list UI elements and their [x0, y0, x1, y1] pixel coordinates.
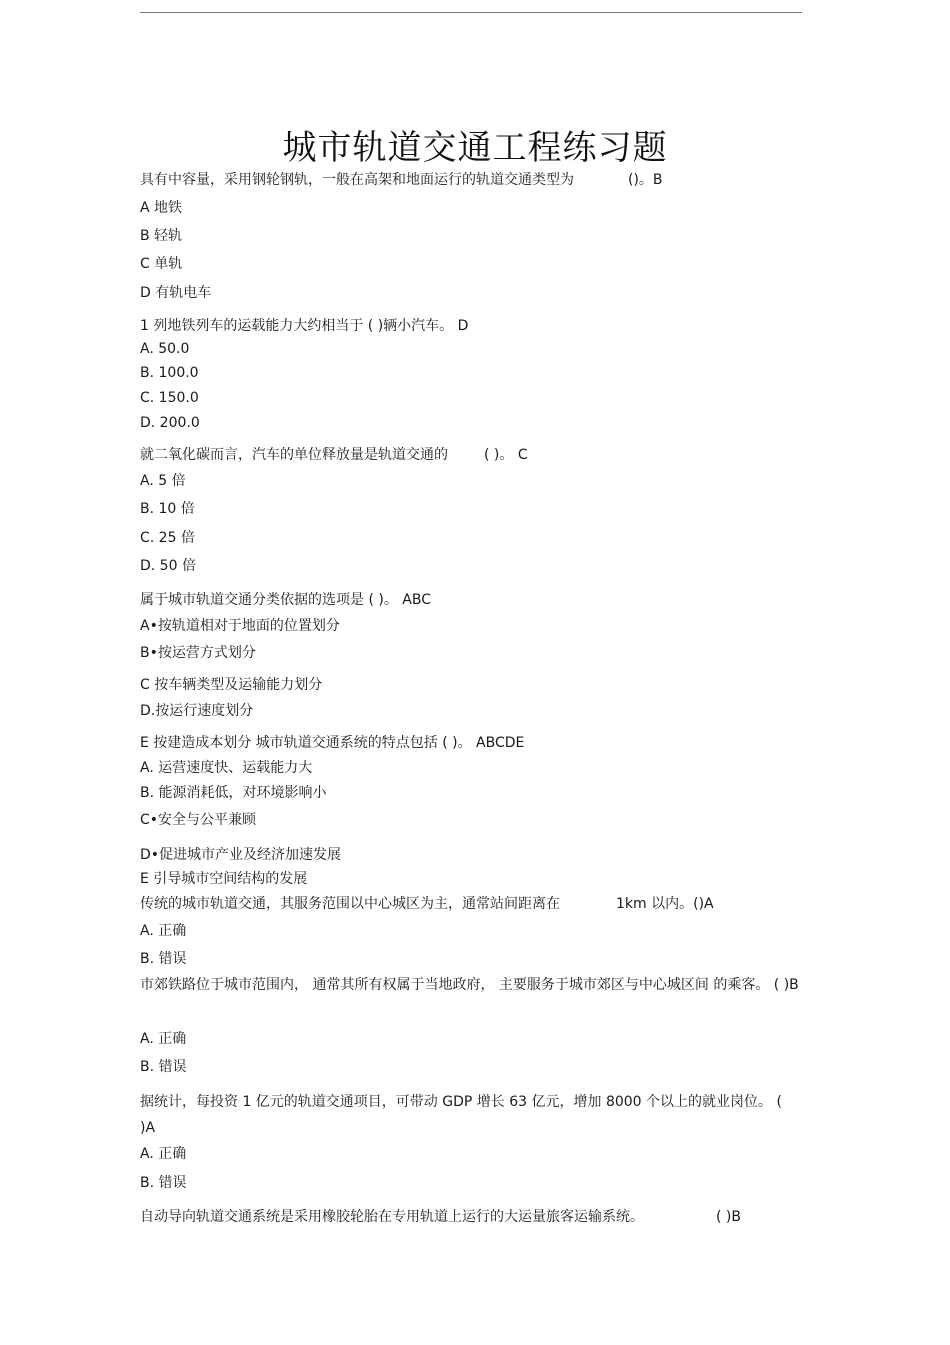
- option-text: D. 200.0: [140, 415, 200, 431]
- question-text: 传统的城市轨道交通，其服务范围以中心城区为主，通常站间距离在 1km 以内。()A: [140, 896, 714, 912]
- option-text: A. 正确: [140, 1146, 187, 1162]
- question-text: 1 列地铁列车的运载能力大约相当于 ( )辆小汽车。 D: [140, 318, 469, 334]
- option-text: C•安全与公平兼顾: [140, 812, 257, 828]
- header-rule: [140, 12, 802, 13]
- option-text: B. 能源消耗低，对环境影响小: [140, 785, 327, 801]
- option-text: B. 10 倍: [140, 501, 195, 517]
- question-text: 市郊铁路位于城市范围内， 通常其所有权属于当地政府， 主要服务于城市郊区与中心城区间 的乘客。 ( )B: [140, 977, 799, 993]
- option-text: B. 错误: [140, 1175, 187, 1191]
- option-text: D•促进城市产业及经济加速发展: [140, 847, 342, 863]
- option-text: A. 5 倍: [140, 473, 186, 489]
- option-text: C. 25 倍: [140, 530, 195, 546]
- question-text: 自动导向轨道交通系统是采用橡胶轮胎在专用轨道上运行的大运量旅客运输系统。 ( )B: [140, 1209, 741, 1225]
- option-text: C. 150.0: [140, 390, 199, 406]
- option-text: C 单轨: [140, 256, 183, 272]
- option-text: B. 100.0: [140, 365, 199, 381]
- option-text: A 地铁: [140, 200, 183, 216]
- page-title: 城市轨道交通工程练习题: [282, 128, 668, 168]
- option-text: B. 错误: [140, 951, 187, 967]
- option-text: D 有轨电车: [140, 285, 212, 301]
- option-text: B 轻轨: [140, 228, 183, 244]
- option-text: A. 正确: [140, 1031, 187, 1047]
- option-text: B•按运营方式划分: [140, 645, 256, 661]
- option-text: A. 正确: [140, 923, 187, 939]
- question-text: 就二氧化碳而言，汽车的单位释放量是轨道交通的 ( )。 C: [140, 447, 528, 463]
- question-text: E 按建造成本划分 城市轨道交通系统的特点包括 ( )。 ABCDE: [140, 735, 525, 751]
- option-text: D.按运行速度划分: [140, 703, 254, 719]
- option-text: D. 50 倍: [140, 558, 196, 574]
- option-text: A•按轨道相对于地面的位置划分: [140, 618, 340, 634]
- question-text: 属于城市轨道交通分类依据的选项是 ( )。 ABC: [140, 592, 431, 608]
- option-text: A. 50.0: [140, 341, 190, 357]
- option-text: B. 错误: [140, 1059, 187, 1075]
- question-text: 据统计，每投资 1 亿元的轨道交通项目，可带动 GDP 增长 63 亿元，增加 8000 个以上的就业岗位。 ( )A: [140, 1094, 782, 1136]
- option-text: E 引导城市空间结构的发展: [140, 871, 308, 887]
- question-text: 具有中容量，采用钢轮钢轨，一般在高架和地面运行的轨道交通类型为 ()。B: [140, 172, 663, 188]
- option-text: A. 运营速度快、运载能力大: [140, 760, 313, 776]
- option-text: C 按车辆类型及运输能力划分: [140, 677, 323, 693]
